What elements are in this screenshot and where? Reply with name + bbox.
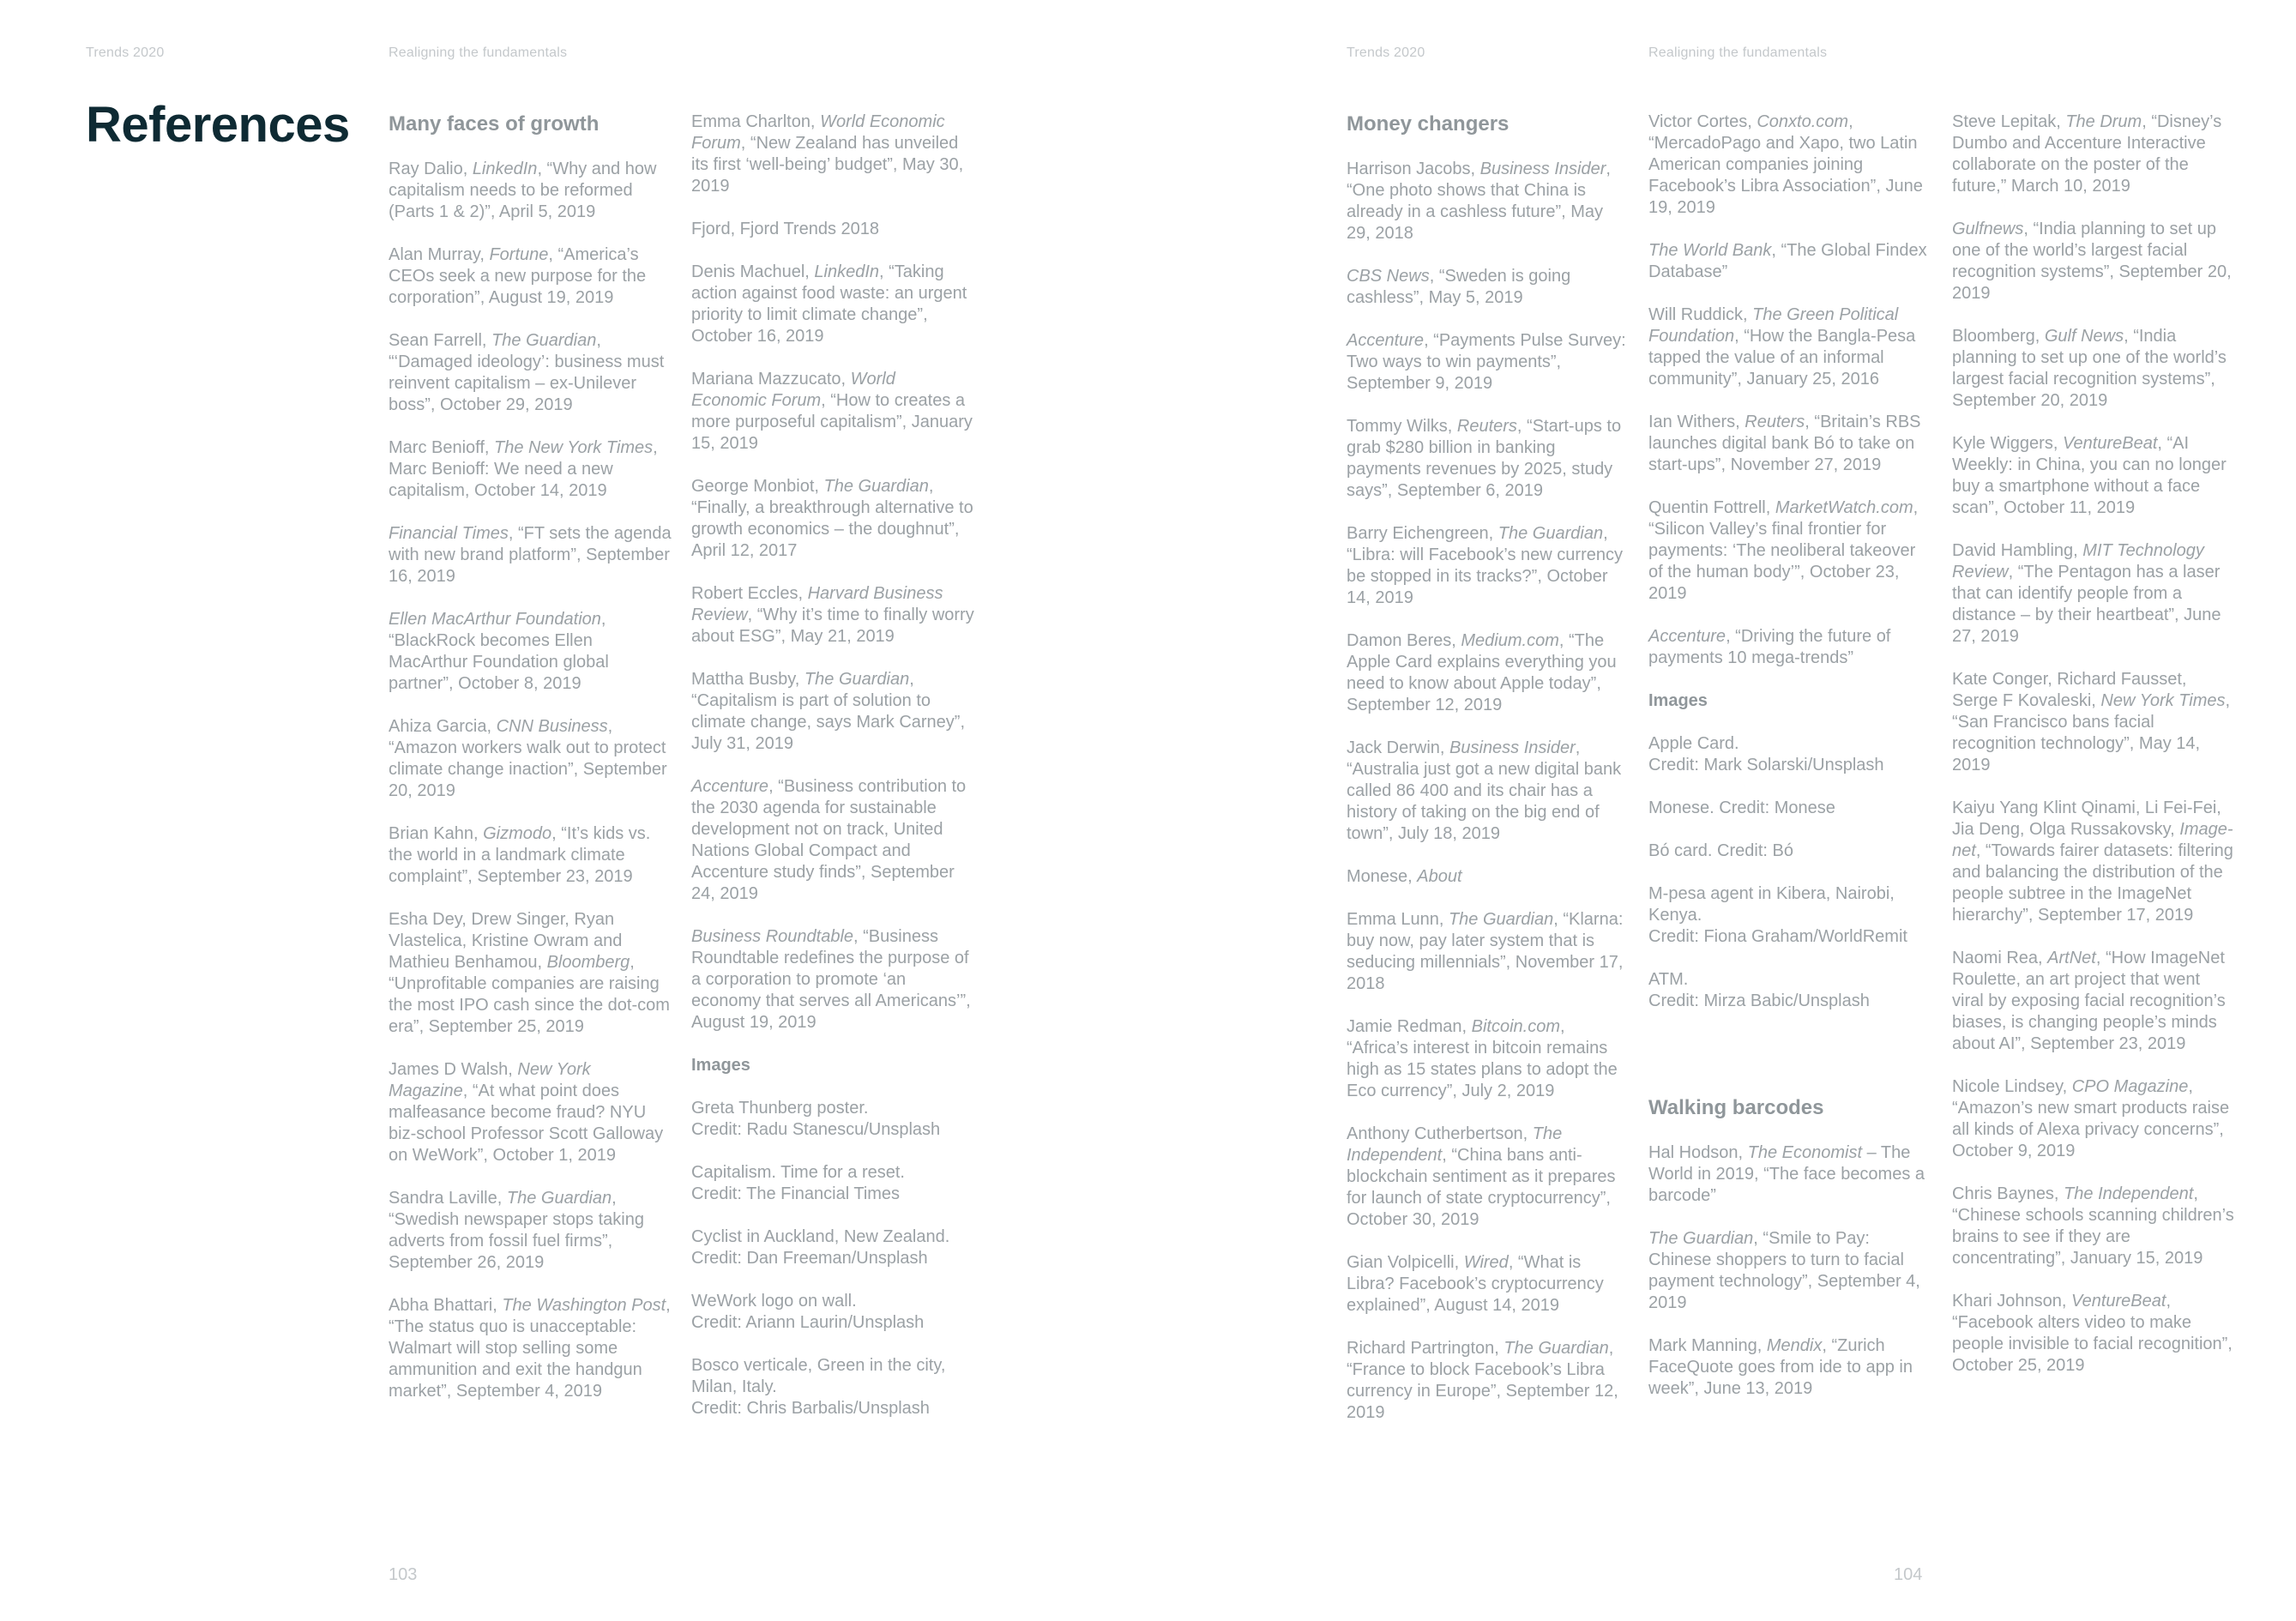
reference-source-italic: The Drum bbox=[2065, 112, 2142, 131]
reference-entry bbox=[389, 159, 672, 223]
reference-entry bbox=[1648, 111, 1931, 219]
reference-text: Harrison Jacobs, bbox=[1347, 160, 1480, 178]
reference-text: David Hambling, bbox=[1952, 541, 2083, 560]
reference-text: Sandra Laville, bbox=[389, 1189, 507, 1208]
reference-text: Barry Eichengreen, bbox=[1347, 524, 1498, 543]
reference-text: Alan Murray, bbox=[389, 245, 490, 264]
reference-text: , “The status quo is unacceptable: Walmart will stop selling some ammunition and exit the handgun market”, September 4, 2019 bbox=[389, 1296, 671, 1401]
reference-text: , “Disney’s Dumbo and Accenture Interactive collaborate on the poster of the future,” March 10, 2019 bbox=[1952, 112, 2222, 196]
reference-entry bbox=[1952, 433, 2235, 519]
reference-entry bbox=[691, 476, 974, 562]
reference-entry bbox=[691, 669, 974, 755]
reference-source-italic: The Guardian bbox=[823, 477, 929, 496]
reference-text: , “What is Libra? Facebook’s cryptocurrency explained”, August 14, 2019 bbox=[1347, 1253, 1604, 1315]
reference-entry bbox=[1952, 326, 2235, 412]
reference-text: , “One photo shows that China is already in a cashless future”, May 29, 2018 bbox=[1347, 160, 1611, 243]
reference-text: , “How ImageNet Roulette, an art project that went viral by exposing facial recognition’s biases, is changing people’s minds about AI”, September 23, 2019 bbox=[1952, 949, 2226, 1053]
reference-source-italic: Gulfnews bbox=[1952, 220, 2024, 238]
reference-entry bbox=[691, 1291, 974, 1334]
reference-entry bbox=[389, 1295, 672, 1402]
reference-text: , “Sweden is going cashless”, May 5, 2019 bbox=[1347, 267, 1571, 307]
reference-source-italic: The Washington Post bbox=[502, 1296, 666, 1315]
reference-text: Kaiyu Yang Klint Qinami, Li Fei-Fei, Jia Deng, Olga Russakovsky, bbox=[1952, 798, 2221, 839]
reference-text: , “France to block Facebook’s Libra currency in Europe”, September 12, 2019 bbox=[1347, 1339, 1618, 1422]
reference-entry bbox=[1952, 1291, 2235, 1377]
reference-source-italic: The Independent bbox=[1347, 1124, 1563, 1165]
reference-text: , “‘Damaged ideology’: business must reinvent capitalism – ex-Unilever boss”, October 29, 2019 bbox=[389, 331, 665, 414]
references-column-5 bbox=[1952, 111, 2235, 1398]
reference-entry bbox=[1648, 798, 1931, 819]
reference-entry bbox=[691, 111, 974, 197]
reference-entry bbox=[1347, 630, 1630, 716]
reference-source-italic: Mendix bbox=[1766, 1336, 1823, 1355]
reference-text: Apple Card. Credit: Mark Solarski/Unsplash bbox=[1648, 734, 1884, 774]
reference-entry bbox=[1952, 219, 2235, 304]
reference-text: Ahiza Garcia, bbox=[389, 717, 497, 736]
reference-entry bbox=[1347, 159, 1630, 244]
section-heading: Many faces of growth bbox=[389, 112, 600, 136]
running-head-left-section: Realigning the fundamentals bbox=[389, 45, 568, 60]
references-column-2 bbox=[691, 111, 974, 1441]
reference-entry bbox=[389, 1188, 672, 1274]
reference-text: , “Australia just got a new digital bank called 86 400 and its chair has a history of taking on the big end of town”, July 18, 2019 bbox=[1347, 738, 1622, 843]
reference-source-italic: MIT Technology Review bbox=[1952, 541, 2204, 582]
reference-entry bbox=[1347, 523, 1630, 609]
reference-source-italic: ArtNet bbox=[2047, 949, 2096, 967]
reference-text: Emma Lunn, bbox=[1347, 910, 1449, 929]
reference-source-italic: The New York Times bbox=[494, 438, 654, 457]
images-subheading: Images bbox=[1648, 691, 1708, 710]
reference-entry bbox=[1952, 1184, 2235, 1269]
reference-entry bbox=[1648, 1228, 1931, 1314]
reference-text: George Monbiot, bbox=[691, 477, 824, 496]
reference-entry bbox=[1347, 416, 1630, 502]
reference-text: , “The Pentagon has a laser that can identify people from a distance – by their heartbeat”, June 27, 2019 bbox=[1952, 563, 2221, 646]
running-head-right-section: Realigning the fundamentals bbox=[1648, 45, 1828, 60]
reference-entry bbox=[691, 776, 974, 905]
reference-entry bbox=[1648, 626, 1931, 669]
reference-entry bbox=[1952, 948, 2235, 1055]
reference-entry bbox=[389, 716, 672, 802]
reference-source-italic: Business Insider bbox=[1479, 160, 1606, 178]
reference-text: Jamie Redman, bbox=[1347, 1017, 1472, 1036]
reference-text: Khari Johnson, bbox=[1952, 1292, 2071, 1311]
reference-source-italic: Business Insider bbox=[1449, 738, 1576, 757]
reference-source-italic: The Independent bbox=[2064, 1184, 2194, 1203]
reference-text: , “Zurich FaceQuote goes from ide to app in week”, June 13, 2019 bbox=[1648, 1336, 1913, 1398]
references-column-1 bbox=[389, 111, 672, 1424]
reference-source-italic: The Guardian bbox=[1648, 1229, 1754, 1248]
reference-source-italic: The Guardian bbox=[1448, 910, 1554, 929]
reference-text: Bosco verticale, Green in the city, Milan, Italy. Credit: Chris Barbalis/Unsplash bbox=[691, 1356, 946, 1418]
reference-text: Esha Dey, Drew Singer, Ryan Vlastelica, Kristine Owram and Mathieu Benhamou, bbox=[389, 910, 623, 972]
reference-entry bbox=[1648, 304, 1931, 390]
reference-text: , “Amazon’s new smart products raise all kinds of Alexa privacy concerns”, October 9, 2019 bbox=[1952, 1077, 2230, 1160]
reference-text: WeWork logo on wall. Credit: Ariann Laurin/Unsplash bbox=[691, 1292, 925, 1332]
reference-source-italic: Bitcoin.com bbox=[1471, 1017, 1560, 1036]
reference-source-italic: Image-net bbox=[1952, 820, 2233, 860]
reference-source-italic: LinkedIn bbox=[472, 160, 538, 178]
reference-entry bbox=[389, 437, 672, 502]
reference-entry bbox=[691, 262, 974, 347]
running-head-left-title: Trends 2020 bbox=[86, 45, 165, 60]
reference-entry bbox=[691, 1162, 974, 1205]
reference-text: , Marc Benioff: We need a new capitalism, October 14, 2019 bbox=[389, 438, 658, 500]
reference-entry bbox=[1347, 1252, 1630, 1317]
reference-entry bbox=[389, 1059, 672, 1166]
reference-text: , “Capitalism is part of solution to climate change, says Mark Carney”, July 31, 2019 bbox=[691, 670, 966, 753]
reference-text: , “The Global Findex Database” bbox=[1648, 241, 1927, 281]
reference-entry bbox=[1648, 240, 1931, 283]
reference-text: , “Payments Pulse Survey: Two ways to win payments”, September 9, 2019 bbox=[1347, 331, 1626, 393]
section-heading: Money changers bbox=[1347, 112, 1510, 136]
reference-text: , “Start-ups to grab $280 billion in banking payments revenues by 2025, study says”, September 6, 2019 bbox=[1347, 417, 1622, 500]
reference-text: Victor Cortes, bbox=[1648, 112, 1757, 131]
reference-text: , “India planning to set up one of the world’s largest facial recognition systems”, September 20, 2019 bbox=[1952, 220, 2232, 303]
reference-text: , “AI Weekly: in China, you can no longer buy a smartphone without a face scan”, October 11, 2019 bbox=[1952, 434, 2227, 517]
reference-text: Monese. Credit: Monese bbox=[1648, 798, 1835, 817]
reference-text: , “Finally, a breakthrough alternative to growth economics – the doughnut”, April 12, 2017 bbox=[691, 477, 973, 560]
reference-source-italic: New York Magazine bbox=[389, 1060, 591, 1100]
reference-text: , “Why and how capitalism needs to be reformed (Parts 1 & 2)”, April 5, 2019 bbox=[389, 160, 657, 221]
reference-source-italic: CNN Business bbox=[496, 717, 608, 736]
reference-text: Abha Bhattari, bbox=[389, 1296, 503, 1315]
reference-source-italic: The Economist bbox=[1747, 1143, 1863, 1162]
reference-text: Brian Kahn, bbox=[389, 824, 484, 843]
reference-text: Mattha Busby, bbox=[691, 670, 805, 689]
reference-text: , “Libra: will Facebook’s new currency be stopped in its tracks?”, October 14, 2019 bbox=[1347, 524, 1623, 607]
reference-entry bbox=[1347, 909, 1630, 995]
running-head-right-title: Trends 2020 bbox=[1347, 45, 1425, 60]
references-column-3 bbox=[1347, 111, 1630, 1445]
reference-source-italic: CPO Magazine bbox=[2071, 1077, 2189, 1096]
reference-text: Kyle Wiggers, bbox=[1952, 434, 2063, 453]
reference-text: M-pesa agent in Kibera, Nairobi, Kenya. Credit: Fiona Graham/WorldRemit bbox=[1648, 884, 1907, 946]
reference-entry bbox=[1347, 1016, 1630, 1102]
reference-entry bbox=[1347, 330, 1630, 395]
reference-entry bbox=[691, 926, 974, 1033]
images-subheading: Images bbox=[691, 1056, 750, 1075]
reference-entry bbox=[1952, 798, 2235, 926]
reference-text: Chris Baynes, bbox=[1952, 1184, 2064, 1203]
reference-entry bbox=[389, 330, 672, 416]
reference-entry bbox=[1648, 1335, 1931, 1400]
reference-entry bbox=[389, 823, 672, 888]
reference-source-italic: The World Bank bbox=[1648, 241, 1772, 260]
reference-text: , “Britain’s RBS launches digital bank Bó to take on start-ups”, November 27, 2019 bbox=[1648, 413, 1921, 474]
reference-text: , “Smile to Pay: Chinese shoppers to turn to facial payment technology”, September 4, 2019 bbox=[1648, 1229, 1920, 1312]
reference-text: , “How the Bangla-Pesa tapped the value of an informal community”, January 25, 2016 bbox=[1648, 327, 1916, 389]
reference-entry bbox=[1952, 111, 2235, 197]
reference-source-italic: Accenture bbox=[1648, 627, 1727, 646]
page-number-right: 104 bbox=[1894, 1565, 1923, 1584]
reference-text: Ray Dalio, bbox=[389, 160, 473, 178]
reference-text: , “MercadoPago and Xapo, two Latin American companies joining Facebook’s Libra Association”, June 19, 2019 bbox=[1648, 112, 1923, 217]
reference-entry bbox=[1347, 266, 1630, 309]
reference-text: , “How to creates a more purposeful capitalism”, January 15, 2019 bbox=[691, 391, 973, 453]
reference-text: Quentin Fottrell, bbox=[1648, 498, 1775, 517]
reference-text: Hal Hodson, bbox=[1648, 1143, 1748, 1162]
reference-source-italic: New York Times bbox=[2100, 691, 2226, 710]
reference-source-italic: Harvard Business Review bbox=[691, 584, 943, 624]
reference-source-italic: World Economic Forum bbox=[691, 112, 945, 153]
reference-text: Will Ruddick, bbox=[1648, 305, 1753, 324]
reference-text: ATM. Credit: Mirza Babic/Unsplash bbox=[1648, 970, 1870, 1010]
reference-source-italic: Bloomberg bbox=[546, 953, 630, 972]
reference-text: Naomi Rea, bbox=[1952, 949, 2048, 967]
reference-text: Gian Volpicelli, bbox=[1347, 1253, 1464, 1272]
reference-entry bbox=[389, 909, 672, 1038]
reference-text: , “FT sets the agenda with new brand platform”, September 16, 2019 bbox=[389, 524, 672, 586]
reference-text: , “Swedish newspaper stops taking adverts from fossil fuel firms”, September 26, 2019 bbox=[389, 1189, 644, 1272]
reference-text: , “Amazon workers walk out to protect climate change inaction”, September 20, 2019 bbox=[389, 717, 667, 800]
reference-text: , “Klarna: buy now, pay later system that is seducing millennials”, November 17, 2018 bbox=[1347, 910, 1624, 993]
reference-entry bbox=[1952, 669, 2235, 776]
reference-text: , “India planning to set up one of the world’s largest facial recognition systems”, September 20, 2019 bbox=[1952, 327, 2227, 410]
reference-text: Sean Farrell, bbox=[389, 331, 492, 350]
reference-source-italic: Wired bbox=[1463, 1253, 1509, 1272]
reference-text: Ian Withers, bbox=[1648, 413, 1745, 431]
reference-text: Marc Benioff, bbox=[389, 438, 495, 457]
reference-entry bbox=[1952, 540, 2235, 648]
reference-text: Anthony Cutherbertson, bbox=[1347, 1124, 1533, 1143]
reference-source-italic: Medium.com bbox=[1461, 631, 1559, 650]
reference-source-italic: LinkedIn bbox=[814, 262, 880, 281]
reference-text: , “America’s CEOs seek a new purpose for the corporation”, August 19, 2019 bbox=[389, 245, 647, 307]
reference-text: Emma Charlton, bbox=[691, 112, 821, 131]
reference-source-italic: Gizmodo bbox=[483, 824, 552, 843]
reference-text: , “Silicon Valley’s final frontier for payments: ‘The neoliberal takeover of the human body’”, October 23, 2019 bbox=[1648, 498, 1919, 603]
reference-text: , “It’s kids vs. the world in a landmark climate complaint”, September 23, 2019 bbox=[389, 824, 651, 886]
reference-source-italic: The Guardian bbox=[804, 670, 910, 689]
reference-text: Kate Conger, Richard Fausset, Serge F Kovaleski, bbox=[1952, 670, 2187, 710]
reference-text: , “Driving the future of payments 10 mega-trends” bbox=[1648, 627, 1891, 667]
reference-source-italic: The Green Political Foundation bbox=[1648, 305, 1899, 346]
reference-source-italic: Reuters bbox=[1456, 417, 1517, 436]
reference-text: Bó card. Credit: Bó bbox=[1648, 841, 1793, 860]
page-number-left: 103 bbox=[389, 1565, 418, 1584]
reference-text: Richard Partrington, bbox=[1347, 1339, 1504, 1358]
reference-text: Cyclist in Auckland, New Zealand. Credit: Dan Freeman/Unsplash bbox=[691, 1227, 950, 1268]
reference-entry bbox=[691, 583, 974, 648]
reference-entry bbox=[1648, 733, 1931, 776]
reference-source-italic: Reuters bbox=[1745, 413, 1805, 431]
reference-text: Tommy Wilks, bbox=[1347, 417, 1457, 436]
reference-text: Capitalism. Time for a reset. Credit: The Financial Times bbox=[691, 1163, 905, 1203]
reference-entry bbox=[389, 523, 672, 588]
reference-text: , “San Francisco bans facial recognition technology”, May 14, 2019 bbox=[1952, 691, 2231, 774]
reference-source-italic: Accenture bbox=[691, 777, 769, 796]
reference-text: , “Business contribution to the 2030 agenda for sustainable development not on track, United Nations Global Compact and Accenture study finds”, September 24, 2019 bbox=[691, 777, 967, 903]
reference-source-italic: MarketWatch.com bbox=[1775, 498, 1913, 517]
reference-source-italic: Gulf News bbox=[2044, 327, 2124, 346]
reference-entry bbox=[1347, 1338, 1630, 1424]
section-heading: Walking barcodes bbox=[1648, 1096, 1824, 1119]
reference-text: , “Africa’s interest in bitcoin remains high as 15 states plans to adopt the Eco currency”, July 2, 2019 bbox=[1347, 1017, 1618, 1100]
reference-source-italic: Business Roundtable bbox=[691, 927, 854, 946]
reference-text: Fjord, Fjord Trends 2018 bbox=[691, 220, 879, 238]
reference-text: , “Business Roundtable redefines the purpose of a corporation to promote ‘an economy that serves all Americans’”, August 19, 2019 bbox=[691, 927, 971, 1032]
reference-entry bbox=[691, 1226, 974, 1269]
reference-entry bbox=[1347, 866, 1630, 888]
reference-source-italic: The Guardian bbox=[491, 331, 597, 350]
reference-text: , “Towards fairer datasets: filtering and balancing the distribution of the people subtree in the ImageNet hierarchy”, September 17, 2019 bbox=[1952, 841, 2233, 925]
reference-source-italic: Ellen MacArthur Foundation bbox=[389, 610, 601, 629]
reference-source-italic: The Guardian bbox=[506, 1189, 612, 1208]
reference-entry bbox=[1347, 738, 1630, 845]
reference-text: , “At what point does malfeasance become fraud? NYU biz-school Professor Scott Galloway on WeWork”, October 1, 2019 bbox=[389, 1082, 664, 1165]
reference-text: , “Chinese schools scanning children’s brains to see if they are concentrating”, January 15, 2019 bbox=[1952, 1184, 2234, 1268]
reference-text: Jack Derwin, bbox=[1347, 738, 1450, 757]
reference-entry bbox=[1648, 841, 1931, 862]
reference-entry bbox=[691, 1098, 974, 1141]
reference-entry bbox=[1648, 412, 1931, 476]
reference-source-italic: World Economic Forum bbox=[691, 370, 895, 410]
reference-entry bbox=[389, 609, 672, 695]
reference-entry bbox=[1648, 497, 1931, 605]
reference-entry bbox=[1347, 1124, 1630, 1231]
reference-entry bbox=[1952, 1076, 2235, 1162]
reference-entry bbox=[691, 219, 974, 240]
reference-source-italic: Financial Times bbox=[389, 524, 509, 543]
reference-text: – The World in 2019, “The face becomes a barcode” bbox=[1648, 1143, 1925, 1205]
reference-source-italic: Fortune bbox=[489, 245, 549, 264]
reference-text: , “Taking action against food waste: an urgent priority to limit climate change”, October 16, 2019 bbox=[691, 262, 967, 346]
reference-entry bbox=[1648, 969, 1931, 1012]
reference-entry bbox=[389, 244, 672, 309]
reference-source-italic: Conxto.com bbox=[1757, 112, 1849, 131]
reference-source-italic: Accenture bbox=[1347, 331, 1425, 350]
reference-entry bbox=[1648, 883, 1931, 948]
reference-text: , “New Zealand has unveiled its first ‘well-being’ budget”, May 30, 2019 bbox=[691, 134, 964, 196]
reference-source-italic: CBS News bbox=[1347, 267, 1430, 286]
reference-source-italic: The Guardian bbox=[1498, 524, 1604, 543]
reference-text: Steve Lepitak, bbox=[1952, 112, 2066, 131]
reference-text: James D Walsh, bbox=[389, 1060, 518, 1079]
references-column-4 bbox=[1648, 111, 1931, 1033]
reference-entry bbox=[1648, 1142, 1931, 1207]
reference-text: , “Unprofitable companies are raising the most IPO cash since the dot-com era”, September 25, 2019 bbox=[389, 953, 670, 1036]
reference-text: Mariana Mazzucato, bbox=[691, 370, 851, 389]
walking-barcodes-section bbox=[1648, 1095, 1931, 1421]
reference-source-italic: The Guardian bbox=[1504, 1339, 1609, 1358]
reference-text: Mark Manning, bbox=[1648, 1336, 1767, 1355]
reference-text: Nicole Lindsey, bbox=[1952, 1077, 2072, 1096]
reference-text: , “The Apple Card explains everything you need to know about Apple today”, September 12, 2019 bbox=[1347, 631, 1617, 714]
reference-source-italic: VentureBeat bbox=[2070, 1292, 2166, 1311]
reference-text: Robert Eccles, bbox=[691, 584, 808, 603]
reference-source-italic: About bbox=[1417, 867, 1462, 886]
reference-text: , “Facebook alters video to make people invisible to facial recognition”, October 25, 2019 bbox=[1952, 1292, 2233, 1375]
reference-text: Greta Thunberg poster. Credit: Radu Stanescu/Unsplash bbox=[691, 1099, 941, 1139]
reference-source-italic: VentureBeat bbox=[2062, 434, 2158, 453]
reference-text: , “China bans anti-blockchain sentiment as it prepares for launch of state cryptocurrency”, October 30, 2019 bbox=[1347, 1146, 1616, 1229]
reference-text: Bloomberg, bbox=[1952, 327, 2045, 346]
page-title: References bbox=[86, 97, 350, 153]
reference-entry bbox=[691, 1355, 974, 1419]
reference-entry bbox=[691, 369, 974, 455]
reference-text: Denis Machuel, bbox=[691, 262, 815, 281]
reference-text: , “BlackRock becomes Ellen MacArthur Foundation global partner”, October 8, 2019 bbox=[389, 610, 609, 693]
reference-text: Monese, bbox=[1347, 867, 1418, 886]
reference-text: , “Why it’s time to finally worry about ESG”, May 21, 2019 bbox=[691, 606, 974, 646]
reference-text: Damon Beres, bbox=[1347, 631, 1461, 650]
